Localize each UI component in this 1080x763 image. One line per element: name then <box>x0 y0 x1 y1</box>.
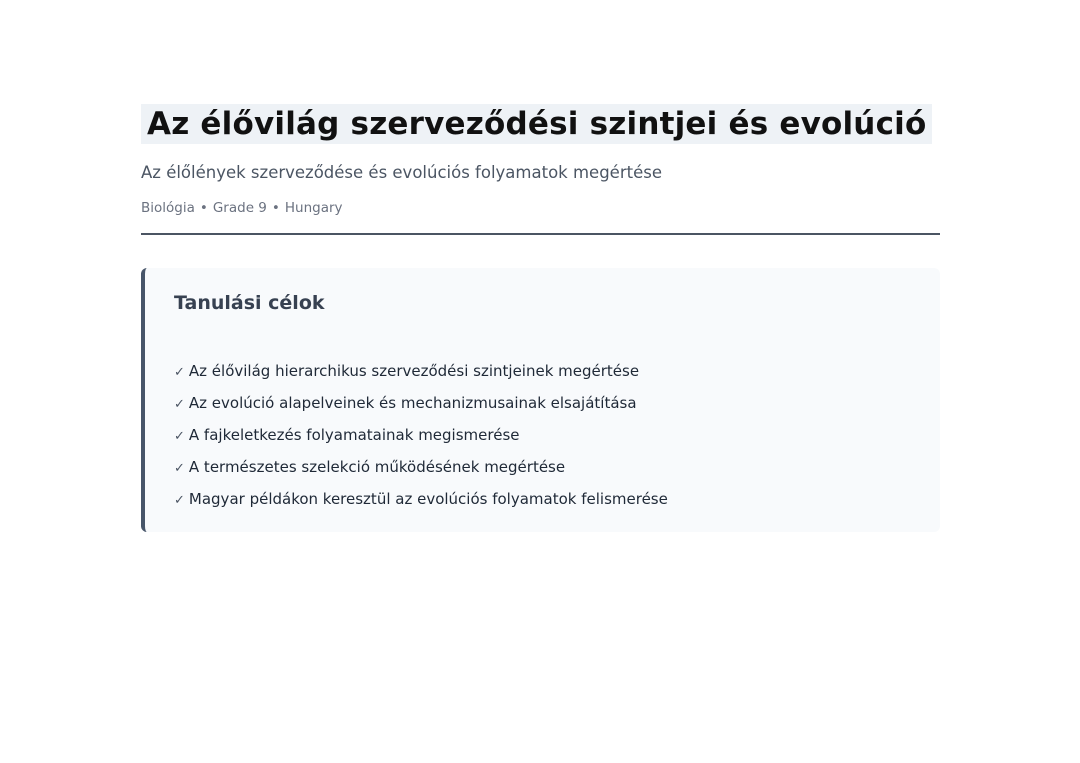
meta-country: Hungary <box>284 200 343 216</box>
document-meta <box>141 199 940 217</box>
objectives-heading: Tanulási célok <box>174 292 325 314</box>
objective-item <box>174 484 916 516</box>
objective-item <box>174 356 916 388</box>
objective-text: Az élővilág hierarchikus szerveződési szintjeinek megértése <box>188 362 640 380</box>
check-icon: ✓ <box>174 397 185 412</box>
objective-text: A természetes szelekció működésének megértése <box>188 458 566 476</box>
meta-grade: Grade 9 <box>212 200 267 216</box>
header-divider <box>141 233 940 235</box>
objective-item <box>174 420 916 452</box>
check-icon: ✓ <box>174 461 185 476</box>
check-icon: ✓ <box>174 493 185 508</box>
objective-item <box>174 388 916 420</box>
check-icon: ✓ <box>174 365 185 380</box>
meta-separator: • <box>271 200 280 216</box>
objective-item <box>174 452 916 484</box>
objectives-list <box>174 356 916 516</box>
page-subtitle: Az élőlények szerveződése és evolúciós folyamatok megértése <box>141 163 662 182</box>
objective-text: Az evolúció alapelveinek és mechanizmusainak elsajátítása <box>188 394 637 412</box>
document-page <box>141 104 940 532</box>
check-icon: ✓ <box>174 429 185 444</box>
objective-text: Magyar példákon keresztül az evolúciós folyamatok felismerése <box>188 490 668 508</box>
objective-text: A fajkeletkezés folyamatainak megismerése <box>188 426 520 444</box>
learning-objectives-panel <box>141 268 940 532</box>
page-title: Az élővilág szerveződési szintjei és evolúció <box>141 104 932 144</box>
meta-separator: • <box>199 200 208 216</box>
meta-subject: Biológia <box>141 200 195 216</box>
